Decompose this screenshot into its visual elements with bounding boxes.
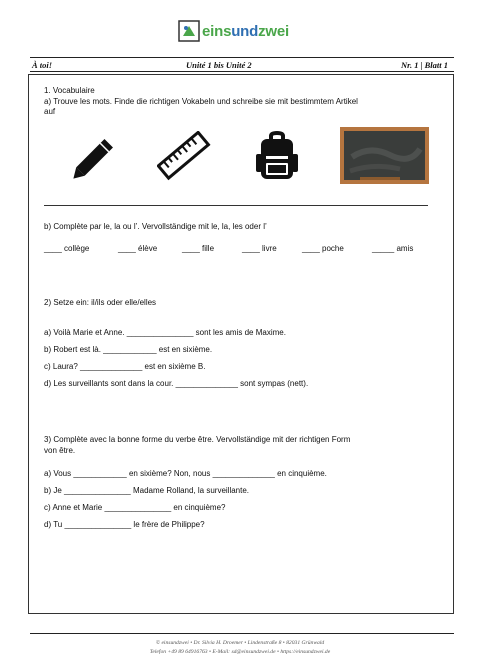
section2-item-d: d) Les surveillants sont dans la cour. ______________ sont sympas (nett).	[44, 379, 309, 388]
footer-line1: © einsundzwei • Dr. Silvia H. Droemer • Lindenstraße 8 • 82031 Grünwald	[155, 640, 325, 646]
section3-item-d: d) Tu _______________ le frère de Philippe?	[44, 520, 205, 529]
section3-item-c: c) Anne et Marie _______________ en cinquième?	[44, 503, 226, 512]
footer-rule	[30, 633, 454, 634]
backpack-icon	[255, 130, 299, 182]
logo-text: einsundzwei	[202, 23, 289, 40]
section2-item-b: b) Robert est là. ____________ est en sixième.	[44, 345, 213, 354]
section1-b-instruction: b) Complète par le, la ou l’. Vervollständige mit le, la, les oder l’	[44, 222, 267, 231]
footer-line2: Telefon +49 89 64916763 • E-Mail: sd@einsundzwei.de • https://einsundzwei.de	[149, 649, 331, 655]
logo-mark-icon	[178, 20, 200, 42]
blank-eleve: ____ élève	[118, 244, 158, 253]
blank-college: ____ collège	[44, 244, 90, 253]
header-top-rule	[30, 57, 454, 58]
blank-fille: ____ fille	[182, 244, 215, 253]
section1-instruction-line1: a) Trouve les mots. Finde die richtigen Vokabeln und schreibe sie mit bestimmtem Artikel	[44, 97, 358, 106]
header-bottom-rule	[30, 71, 454, 72]
section1-title: 1. Vocabulaire	[44, 86, 95, 95]
section3-item-a: a) Vous ____________ en sixième? Non, nous ______________ en cinquième.	[44, 469, 327, 478]
ruler-icon	[157, 131, 211, 181]
vocab-answer-line	[44, 205, 428, 206]
section3-title-line1: 3) Complète avec la bonne forme du verbe être. Vervollständige mit der richtigen Form	[44, 435, 351, 444]
section3-item-b: b) Je _______________ Madame Rolland, la surveillante.	[44, 486, 250, 495]
blank-poche: ____ poche	[302, 244, 344, 253]
header-right: Nr. 1 | Blatt 1	[401, 60, 448, 70]
section1-instruction-line2: auf	[44, 107, 56, 116]
header-left: À toi!	[32, 60, 53, 70]
pencil-icon	[70, 130, 122, 182]
section3-title-line2: von être.	[44, 446, 76, 455]
blank-livre: ____ livre	[242, 244, 277, 253]
section2-title: 2) Setze ein: il/ils oder elle/elles	[44, 298, 157, 307]
logo	[178, 18, 308, 46]
header-center: Unité 1 bis Unité 2	[186, 60, 252, 70]
chalkboard-image	[340, 127, 429, 184]
blank-amis: _____ amis	[372, 244, 414, 253]
section2-item-c: c) Laura? ______________ est en sixième B.	[44, 362, 206, 371]
section2-item-a: a) Voilà Marie et Anne. _______________ sont les amis de Maxime.	[44, 328, 286, 337]
